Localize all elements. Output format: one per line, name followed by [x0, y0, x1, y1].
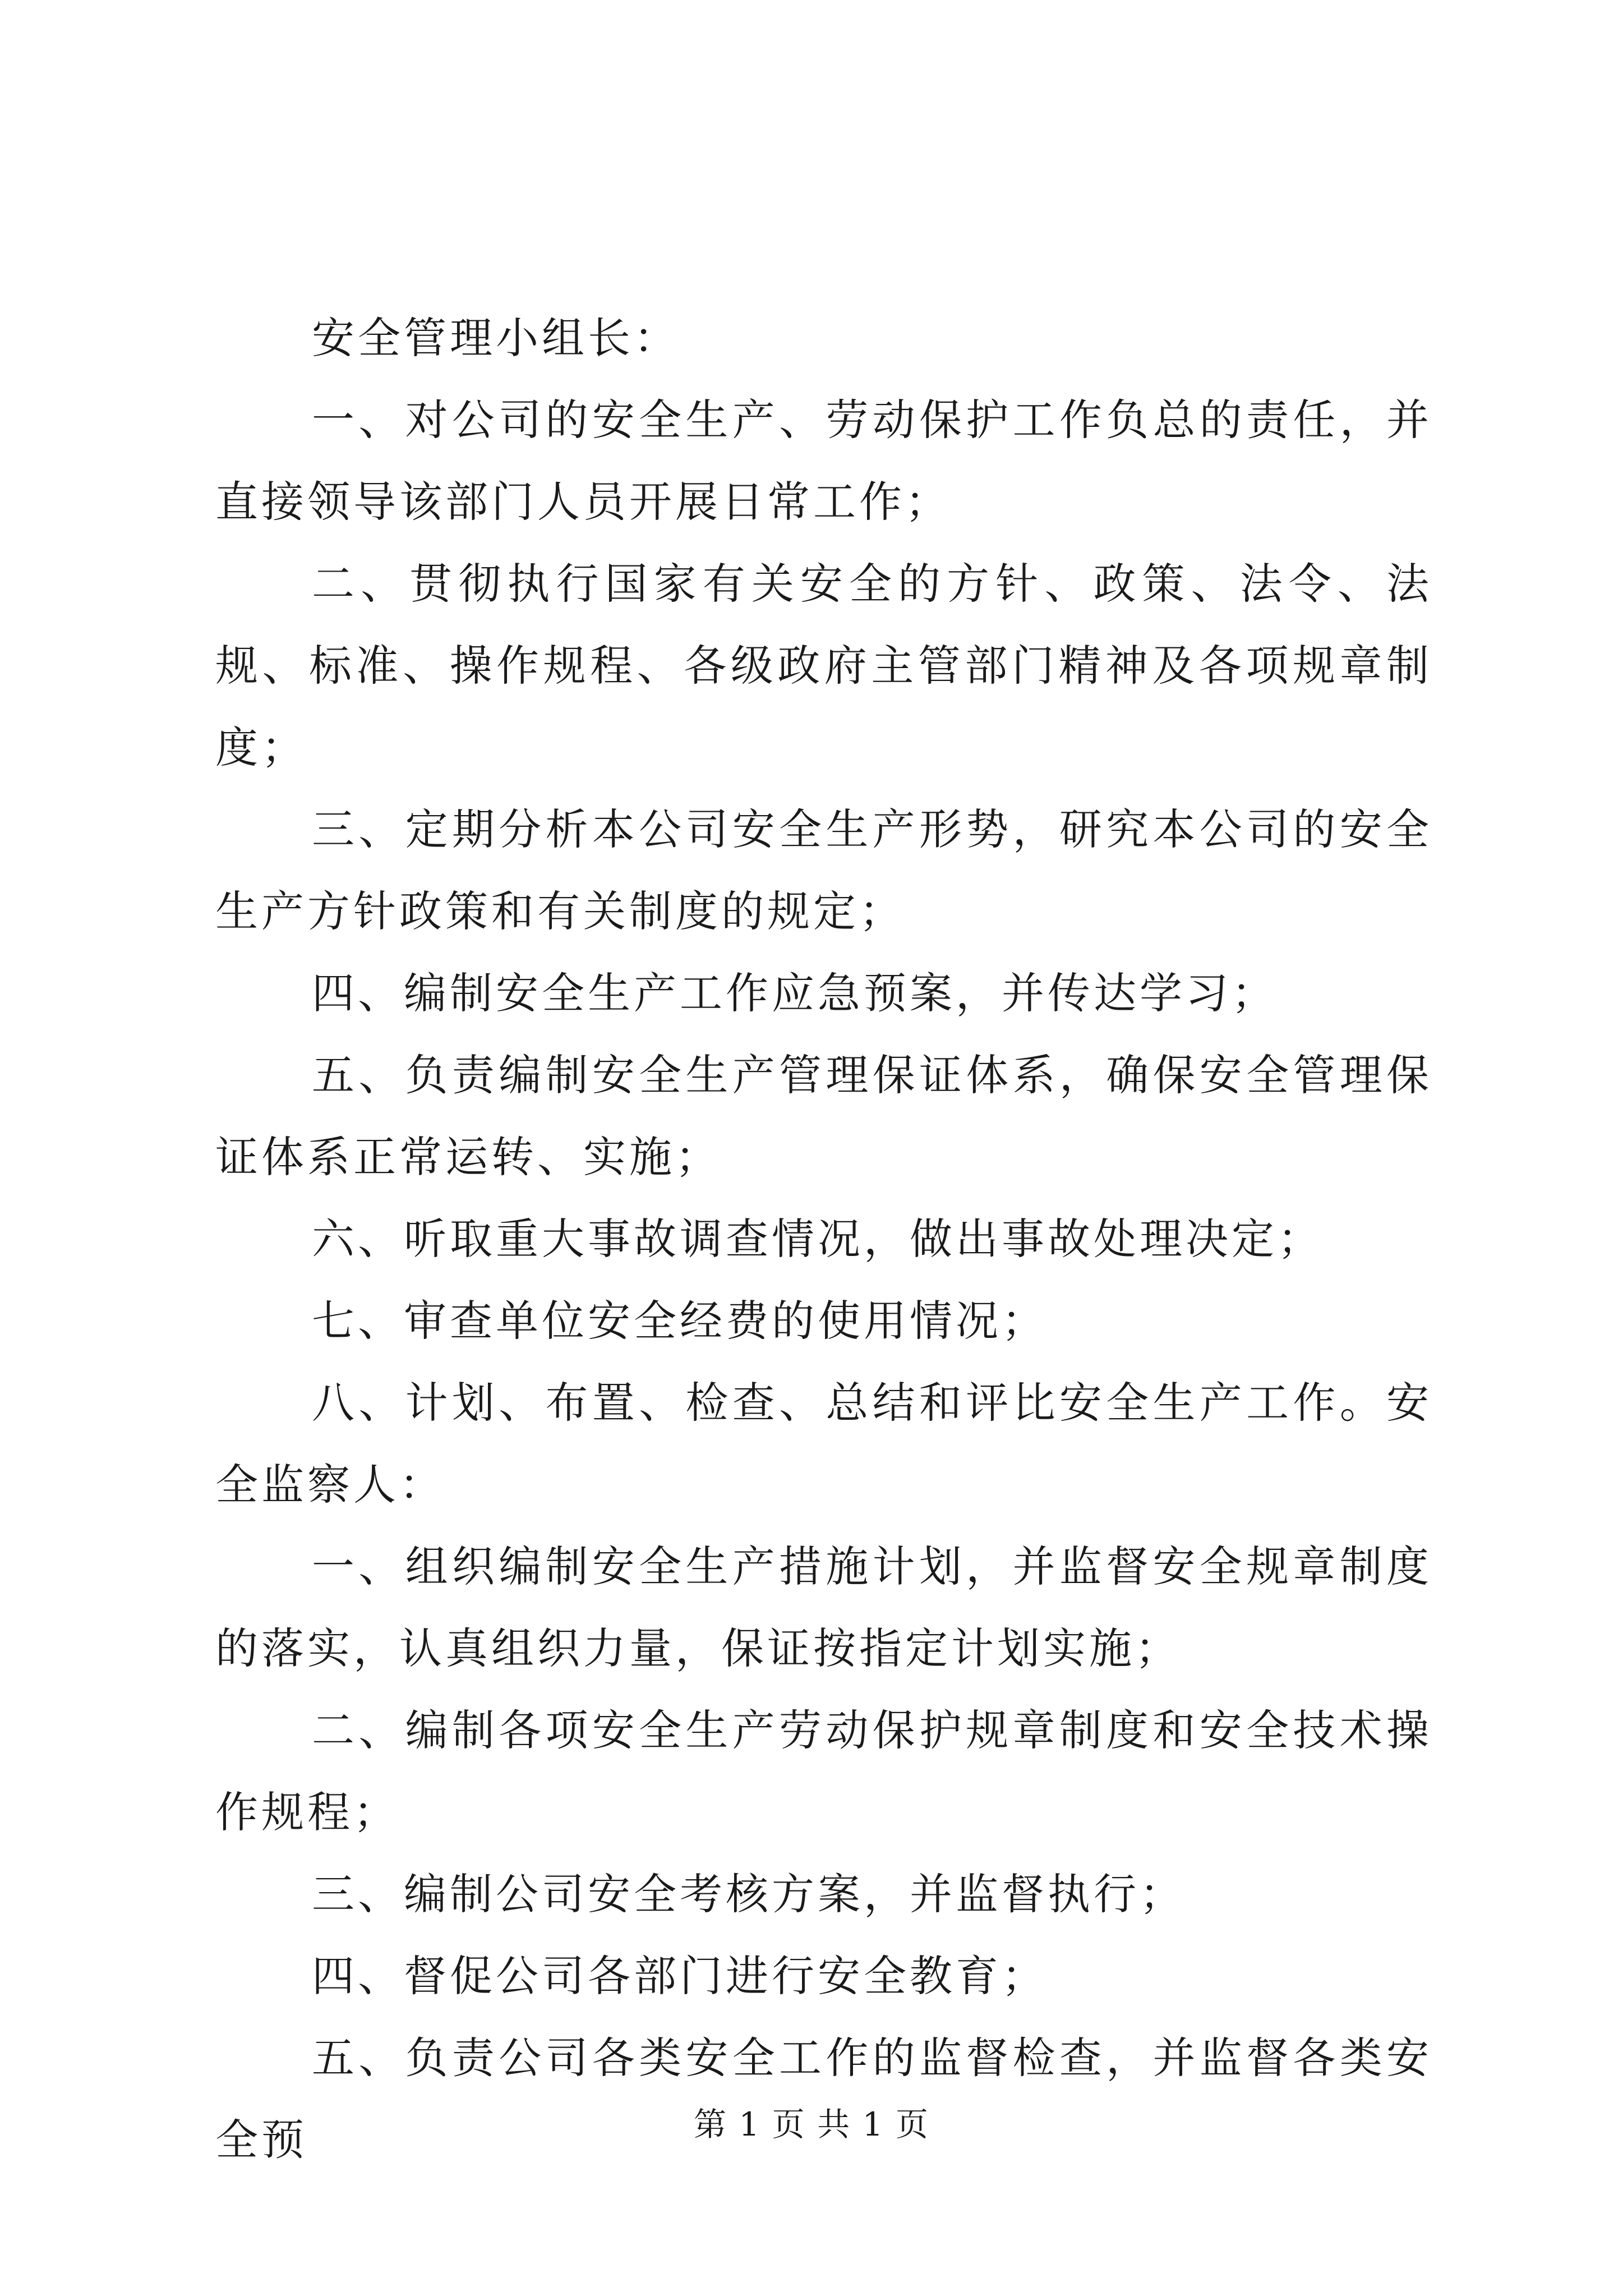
- paragraph-leader-item-8: 八、计划、布置、检查、总结和评比安全生产工作。安全监察人：: [215, 1378, 1432, 1510]
- page-footer: [0, 2098, 1623, 2145]
- paragraph-leader-item-6: 六、听取重大事故调查情况，做出事故处理决定；: [312, 1214, 1324, 1264]
- paragraph-leader-item-3: 三、定期分析本公司安全生产形势，研究本公司的安全生产方针政策和有关制度的规定；: [215, 804, 1432, 936]
- paragraph-supervisor-item-3: 三、编制公司安全考核方案，并监督执行；: [312, 1869, 1186, 1919]
- paragraph-supervisor-item-4: 四、督促公司各部门进行安全教育；: [312, 1951, 1048, 2001]
- paragraph-heading-group-leader: 安全管理小组长：: [312, 313, 680, 363]
- paragraph-supervisor-item-1: 一、组织编制安全生产措施计划，并监督安全规章制度的落实，认真组织力量，保证按指定计划实施；: [215, 1542, 1432, 1673]
- page-number-label: 第 1 页 共 1 页: [694, 2105, 929, 2143]
- paragraph-supervisor-item-5: 五、负责公司各类安全工作的监督检查，并监督各类安全预: [215, 2033, 1432, 2165]
- document-body: [215, 297, 1432, 2181]
- paragraph-leader-item-7: 七、审查单位安全经费的使用情况；: [312, 1296, 1048, 1346]
- paragraph-leader-item-5: 五、负责编制安全生产管理保证体系，确保安全管理保证体系正常运转、实施；: [215, 1050, 1432, 1182]
- paragraph-supervisor-item-2: 二、编制各项安全生产劳动保护规章制度和安全技术操作规程；: [215, 1705, 1432, 1837]
- paragraph-leader-item-2: 二、贯彻执行国家有关安全的方针、政策、法令、法规、标准、操作规程、各级政府主管部门精神及各项规章制度；: [215, 559, 1432, 772]
- paragraph-leader-item-4: 四、编制安全生产工作应急预案，并传达学习；: [312, 968, 1278, 1018]
- paragraph-leader-item-1: 一、对公司的安全生产、劳动保护工作负总的责任，并直接领导该部门人员开展日常工作；: [215, 395, 1432, 527]
